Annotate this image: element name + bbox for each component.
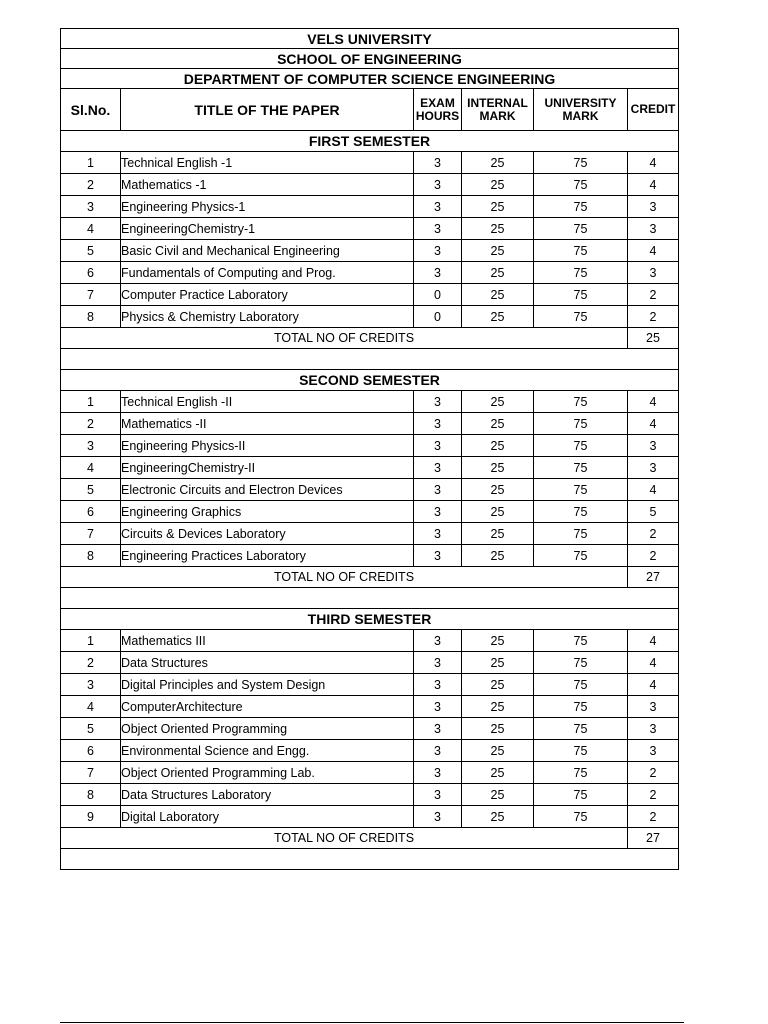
internal-mark-cell: 25 <box>462 523 534 545</box>
university-mark-cell: 75 <box>534 391 628 413</box>
credit-cell: 2 <box>628 306 679 328</box>
credit-cell: 3 <box>628 218 679 240</box>
exam-hours-cell: 3 <box>414 413 462 435</box>
internal-mark-cell: 25 <box>462 413 534 435</box>
credit-cell: 4 <box>628 174 679 196</box>
university-name: VELS UNIVERSITY <box>61 29 679 49</box>
internal-mark-cell: 25 <box>462 674 534 696</box>
internal-mark-cell: 25 <box>462 457 534 479</box>
university-mark-cell: 75 <box>534 435 628 457</box>
sl-no-cell: 5 <box>61 479 121 501</box>
internal-mark-cell: 25 <box>462 652 534 674</box>
table-row <box>61 806 679 828</box>
internal-mark-cell: 25 <box>462 174 534 196</box>
credit-cell: 2 <box>628 762 679 784</box>
credit-cell: 2 <box>628 545 679 567</box>
credit-cell: 3 <box>628 718 679 740</box>
university-mark-cell: 75 <box>534 284 628 306</box>
table-row <box>61 174 679 196</box>
total-credits-value: 27 <box>628 567 679 588</box>
university-mark-cell: 75 <box>534 174 628 196</box>
table-row <box>61 196 679 218</box>
table-row <box>61 784 679 806</box>
sl-no-cell: 3 <box>61 674 121 696</box>
col-header-credit: CREDIT <box>628 89 679 131</box>
university-mark-cell: 75 <box>534 674 628 696</box>
university-mark-cell: 75 <box>534 262 628 284</box>
paper-title-cell: EngineeringChemistry-1 <box>121 218 414 240</box>
paper-title-cell: Digital Laboratory <box>121 806 414 828</box>
col-header-sl-no: Sl.No. <box>61 89 121 131</box>
paper-title-cell: Technical English -1 <box>121 152 414 174</box>
credit-cell: 3 <box>628 696 679 718</box>
exam-hours-cell: 3 <box>414 784 462 806</box>
exam-hours-cell: 3 <box>414 240 462 262</box>
credit-cell: 4 <box>628 152 679 174</box>
paper-title-cell: Computer Practice Laboratory <box>121 284 414 306</box>
table-row <box>61 545 679 567</box>
exam-hours-cell: 3 <box>414 740 462 762</box>
total-credits-label: TOTAL NO OF CREDITS <box>61 828 628 849</box>
table-row <box>61 306 679 328</box>
table-row <box>61 523 679 545</box>
table-row <box>61 457 679 479</box>
exam-hours-cell: 3 <box>414 718 462 740</box>
paper-title-cell: Physics & Chemistry Laboratory <box>121 306 414 328</box>
table-row <box>61 718 679 740</box>
sl-no-cell: 7 <box>61 523 121 545</box>
exam-hours-cell: 3 <box>414 435 462 457</box>
exam-hours-cell: 3 <box>414 218 462 240</box>
sl-no-cell: 6 <box>61 262 121 284</box>
university-mark-cell: 75 <box>534 306 628 328</box>
exam-hours-cell: 3 <box>414 391 462 413</box>
credit-cell: 3 <box>628 435 679 457</box>
internal-mark-cell: 25 <box>462 391 534 413</box>
credit-cell: 3 <box>628 457 679 479</box>
credit-cell: 4 <box>628 479 679 501</box>
credit-cell: 4 <box>628 630 679 652</box>
paper-title-cell: Basic Civil and Mechanical Engineering <box>121 240 414 262</box>
exam-hours-cell: 0 <box>414 284 462 306</box>
internal-mark-cell: 25 <box>462 435 534 457</box>
internal-mark-cell: 25 <box>462 718 534 740</box>
exam-hours-cell: 3 <box>414 152 462 174</box>
credit-cell: 2 <box>628 284 679 306</box>
exam-hours-cell: 3 <box>414 479 462 501</box>
semester-heading: THIRD SEMESTER <box>61 609 679 630</box>
total-credits-value: 25 <box>628 328 679 349</box>
total-credits-label: TOTAL NO OF CREDITS <box>61 567 628 588</box>
sl-no-cell: 8 <box>61 306 121 328</box>
credit-cell: 2 <box>628 523 679 545</box>
table-row <box>61 501 679 523</box>
paper-title-cell: Circuits & Devices Laboratory <box>121 523 414 545</box>
university-mark-cell: 75 <box>534 762 628 784</box>
exam-hours-cell: 3 <box>414 174 462 196</box>
university-mark-cell: 75 <box>534 806 628 828</box>
exam-hours-cell: 3 <box>414 806 462 828</box>
sl-no-cell: 4 <box>61 218 121 240</box>
credit-cell: 2 <box>628 784 679 806</box>
sl-no-cell: 3 <box>61 435 121 457</box>
internal-mark-cell: 25 <box>462 306 534 328</box>
sl-no-cell: 1 <box>61 391 121 413</box>
university-mark-cell: 75 <box>534 784 628 806</box>
exam-hours-cell: 3 <box>414 523 462 545</box>
semester-heading: FIRST SEMESTER <box>61 131 679 152</box>
exam-hours-cell: 3 <box>414 762 462 784</box>
internal-mark-cell: 25 <box>462 240 534 262</box>
credit-cell: 5 <box>628 501 679 523</box>
university-mark-cell: 75 <box>534 240 628 262</box>
sl-no-cell: 7 <box>61 762 121 784</box>
sl-no-cell: 8 <box>61 545 121 567</box>
paper-title-cell: Mathematics -1 <box>121 174 414 196</box>
table-row <box>61 740 679 762</box>
paper-title-cell: Engineering Physics-II <box>121 435 414 457</box>
table-row <box>61 479 679 501</box>
col-header-title: TITLE OF THE PAPER <box>121 89 414 131</box>
blank-row <box>61 349 679 370</box>
table-row <box>61 435 679 457</box>
credit-cell: 4 <box>628 413 679 435</box>
sl-no-cell: 2 <box>61 174 121 196</box>
col-header-internal-mark: INTERNAL MARK <box>462 89 534 131</box>
sl-no-cell: 5 <box>61 718 121 740</box>
sl-no-cell: 6 <box>61 740 121 762</box>
exam-hours-cell: 3 <box>414 674 462 696</box>
internal-mark-cell: 25 <box>462 262 534 284</box>
credit-cell: 3 <box>628 196 679 218</box>
credit-cell: 4 <box>628 391 679 413</box>
internal-mark-cell: 25 <box>462 196 534 218</box>
internal-mark-cell: 25 <box>462 696 534 718</box>
sl-no-cell: 6 <box>61 501 121 523</box>
sl-no-cell: 2 <box>61 413 121 435</box>
blank-row <box>61 588 679 609</box>
paper-title-cell: Engineering Graphics <box>121 501 414 523</box>
university-mark-cell: 75 <box>534 501 628 523</box>
sl-no-cell: 4 <box>61 457 121 479</box>
table-row <box>61 240 679 262</box>
internal-mark-cell: 25 <box>462 762 534 784</box>
paper-title-cell: Object Oriented Programming Lab. <box>121 762 414 784</box>
exam-hours-cell: 3 <box>414 652 462 674</box>
table-row <box>61 762 679 784</box>
blank-row <box>61 849 679 870</box>
credit-cell: 4 <box>628 652 679 674</box>
university-mark-cell: 75 <box>534 457 628 479</box>
internal-mark-cell: 25 <box>462 479 534 501</box>
university-mark-cell: 75 <box>534 413 628 435</box>
paper-title-cell: Technical English -II <box>121 391 414 413</box>
university-mark-cell: 75 <box>534 152 628 174</box>
total-credits-value: 27 <box>628 828 679 849</box>
internal-mark-cell: 25 <box>462 152 534 174</box>
paper-title-cell: EngineeringChemistry-II <box>121 457 414 479</box>
table-row <box>61 284 679 306</box>
sl-no-cell: 8 <box>61 784 121 806</box>
table-row <box>61 652 679 674</box>
paper-title-cell: Engineering Physics-1 <box>121 196 414 218</box>
internal-mark-cell: 25 <box>462 218 534 240</box>
paper-title-cell: Data Structures <box>121 652 414 674</box>
semester-heading: SECOND SEMESTER <box>61 370 679 391</box>
paper-title-cell: Mathematics III <box>121 630 414 652</box>
internal-mark-cell: 25 <box>462 806 534 828</box>
exam-hours-cell: 3 <box>414 545 462 567</box>
university-mark-cell: 75 <box>534 545 628 567</box>
page-bottom-rule <box>60 1022 684 1023</box>
internal-mark-cell: 25 <box>462 740 534 762</box>
exam-hours-cell: 3 <box>414 196 462 218</box>
table-row <box>61 674 679 696</box>
credit-cell: 3 <box>628 740 679 762</box>
table-row <box>61 413 679 435</box>
paper-title-cell: Object Oriented Programming <box>121 718 414 740</box>
credit-cell: 3 <box>628 262 679 284</box>
credit-cell: 2 <box>628 806 679 828</box>
col-header-exam-hours: EXAM HOURS <box>414 89 462 131</box>
table-row <box>61 630 679 652</box>
exam-hours-cell: 3 <box>414 501 462 523</box>
paper-title-cell: Environmental Science and Engg. <box>121 740 414 762</box>
credit-cell: 4 <box>628 240 679 262</box>
university-mark-cell: 75 <box>534 652 628 674</box>
university-mark-cell: 75 <box>534 740 628 762</box>
school-name: SCHOOL OF ENGINEERING <box>61 49 679 69</box>
paper-title-cell: Data Structures Laboratory <box>121 784 414 806</box>
university-mark-cell: 75 <box>534 630 628 652</box>
university-mark-cell: 75 <box>534 523 628 545</box>
university-mark-cell: 75 <box>534 196 628 218</box>
total-credits-label: TOTAL NO OF CREDITS <box>61 328 628 349</box>
internal-mark-cell: 25 <box>462 545 534 567</box>
exam-hours-cell: 3 <box>414 262 462 284</box>
sl-no-cell: 3 <box>61 196 121 218</box>
sl-no-cell: 4 <box>61 696 121 718</box>
table-row <box>61 696 679 718</box>
university-mark-cell: 75 <box>534 479 628 501</box>
department-name: DEPARTMENT OF COMPUTER SCIENCE ENGINEERING <box>61 69 679 89</box>
paper-title-cell: Electronic Circuits and Electron Devices <box>121 479 414 501</box>
internal-mark-cell: 25 <box>462 501 534 523</box>
credit-cell: 4 <box>628 674 679 696</box>
sl-no-cell: 2 <box>61 652 121 674</box>
university-mark-cell: 75 <box>534 218 628 240</box>
internal-mark-cell: 25 <box>462 630 534 652</box>
sl-no-cell: 1 <box>61 152 121 174</box>
exam-hours-cell: 0 <box>414 306 462 328</box>
col-header-university-mark: UNIVERSITY MARK <box>534 89 628 131</box>
exam-hours-cell: 3 <box>414 696 462 718</box>
table-row <box>61 218 679 240</box>
internal-mark-cell: 25 <box>462 784 534 806</box>
paper-title-cell: Fundamentals of Computing and Prog. <box>121 262 414 284</box>
paper-title-cell: Mathematics -II <box>121 413 414 435</box>
sl-no-cell: 1 <box>61 630 121 652</box>
sl-no-cell: 9 <box>61 806 121 828</box>
university-mark-cell: 75 <box>534 718 628 740</box>
internal-mark-cell: 25 <box>462 284 534 306</box>
curriculum-table <box>60 28 679 870</box>
table-row <box>61 391 679 413</box>
university-mark-cell: 75 <box>534 696 628 718</box>
sl-no-cell: 5 <box>61 240 121 262</box>
sl-no-cell: 7 <box>61 284 121 306</box>
table-row <box>61 152 679 174</box>
table-row <box>61 262 679 284</box>
exam-hours-cell: 3 <box>414 457 462 479</box>
paper-title-cell: Digital Principles and System Design <box>121 674 414 696</box>
paper-title-cell: ComputerArchitecture <box>121 696 414 718</box>
paper-title-cell: Engineering Practices Laboratory <box>121 545 414 567</box>
exam-hours-cell: 3 <box>414 630 462 652</box>
